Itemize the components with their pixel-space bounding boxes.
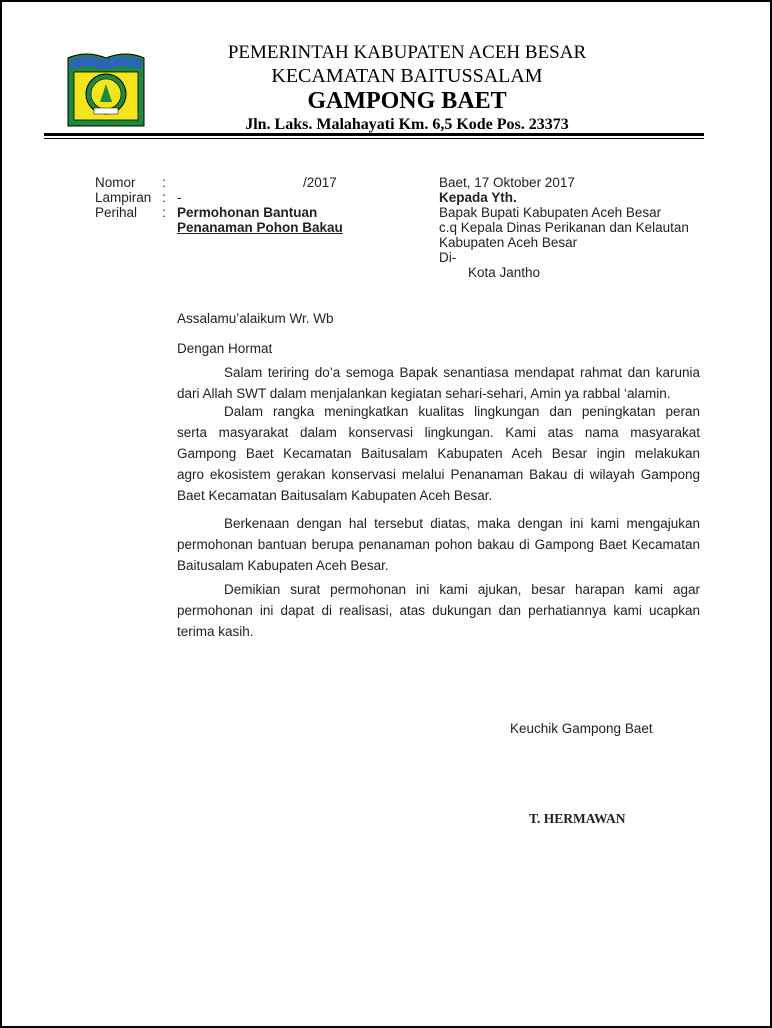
paragraph-line: serta masyarakat dalam konservasi lingkungan. Kami atas nama masyarakat [177,425,700,440]
perihal-colon: : [162,205,166,220]
paragraph-line: Berkenaan dengan hal tersebut diatas, maka dengan ini kami mengajukan [224,516,700,531]
paragraph-line: Baitusalam Kabupaten Aceh Besar. [177,558,389,573]
paragraph-line: terima kasih. [177,624,254,639]
letterhead-village: GAMPONG BAET [307,88,507,114]
paragraph-line: Demikian surat permohonan ini kami ajukan, besar harapan kami agar [224,582,700,597]
paragraph-4 [177,579,700,642]
recipient-line3: Kabupaten Aceh Besar [439,235,578,250]
lampiran-value: - [177,190,182,205]
perihal-label: Perihal [95,205,138,220]
paragraph-line: agro ekosistem gerakan konservasi melalui Penanaman Bakau di wilayah Gampong [177,467,700,482]
letterhead-divider-thin [44,138,704,139]
perihal-line2: Penanaman Pohon Bakau [177,220,343,235]
letterhead-government: PEMERINTAH KABUPATEN ACEH BESAR [227,42,587,63]
lampiran-colon: : [162,190,166,205]
perihal-line1: Permohonan Bantuan [177,205,318,220]
paragraph-line: Salam teriring do’a semoga Bapak senantiasa mendapat rahmat dan karunia [224,365,700,380]
paragraph-3 [177,513,700,576]
nomor-colon: : [162,175,166,190]
letterhead-address: Jln. Laks. Malahayati Km. 6,5 Kode Pos. 23373 [245,116,569,133]
paragraph-line: Baet Kecamatan Baitusalam Kabupaten Aceh Besar. [177,488,493,503]
signature-title: Keuchik Gampong Baet [510,721,653,736]
paragraph-line: Gampong Baet Kecamatan Baitusalam Kabupaten Aceh Besar ingin melakukan [177,446,700,461]
lampiran-label: Lampiran [95,190,152,205]
paragraph-line: permohonan ini dapat di realisasi, atas dukungan dan perhatiannya kami ucapkan [177,603,700,618]
paragraph-2 [177,401,700,506]
signature-name: T. HERMAWAN [529,811,626,826]
letterhead-divider-thick [44,133,704,136]
nomor-label: Nomor [95,175,136,190]
recipient-line2: c.q Kepala Dinas Perikanan dan Kelautan [439,220,689,235]
recipient-line1: Bapak Bupati Kabupaten Aceh Besar [439,205,662,220]
paragraph-line: permohonan bantuan berupa penanaman pohon bakau di Gampong Baet Kecamatan [177,537,700,552]
paragraph-line: dari Allah SWT dalam menjalankan kegiatan sehari-sehari, Amin ya rabbal ‘alamin. [177,386,671,401]
dengan-hormat: Dengan Hormat [177,341,273,356]
paragraph-1 [177,362,700,404]
paragraph-line: Dalam rangka meningkatkan kualitas lingkungan dan peningkatan peran [224,404,700,419]
recipient-di: Di- [439,250,457,265]
recipient-city: Kota Jantho [468,265,541,280]
letterhead-district: KECAMATAN BAITUSSALAM [271,65,543,87]
letter-date: Baet, 17 Oktober 2017 [439,175,575,190]
nomor-value: /2017 [303,175,337,190]
salam-opening: Assalamu’alaikum Wr. Wb [177,311,334,326]
kepada-yth: Kepada Yth. [439,190,517,205]
